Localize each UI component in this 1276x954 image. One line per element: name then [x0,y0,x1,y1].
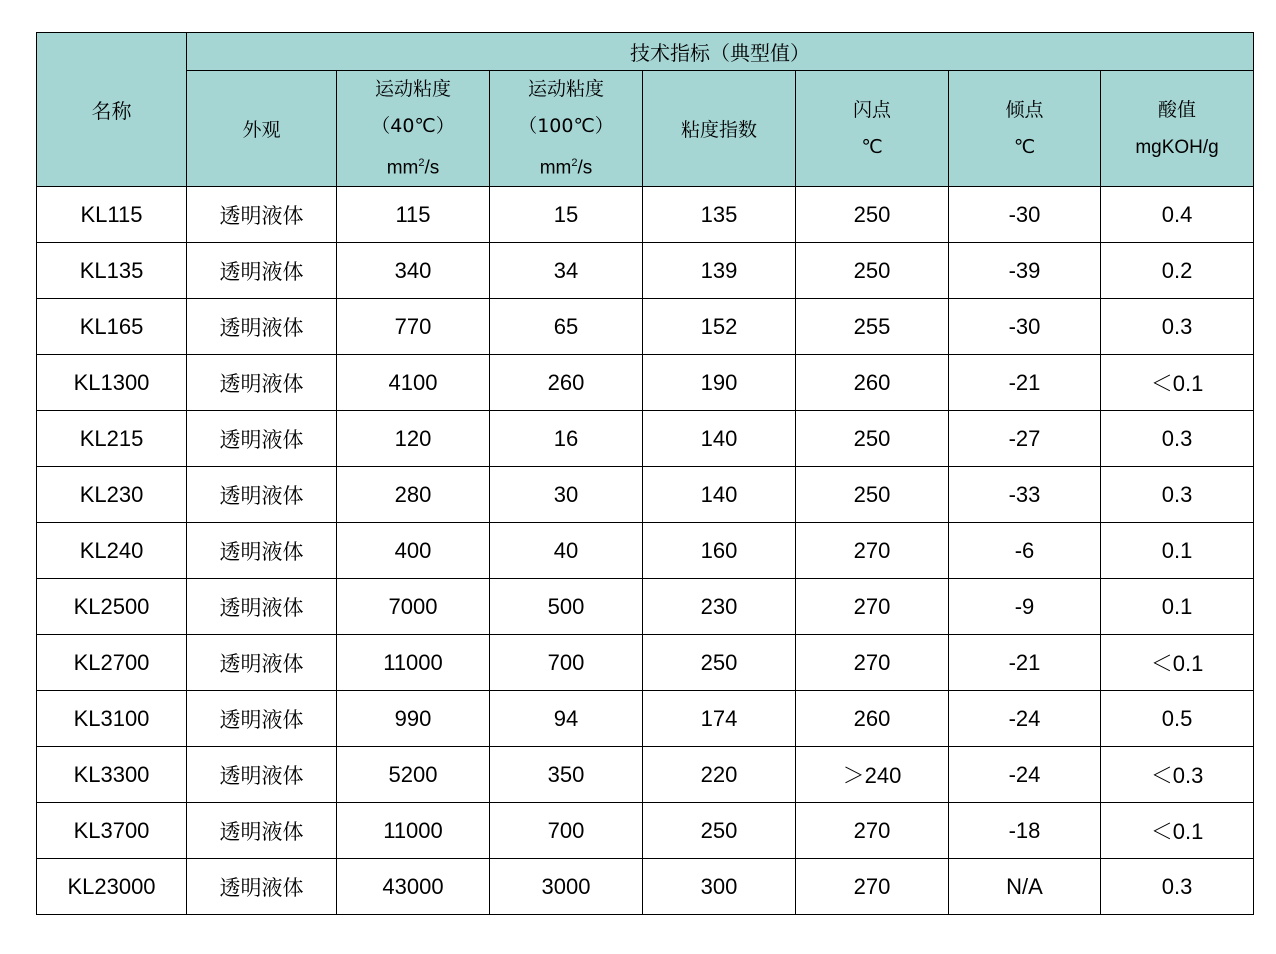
header-visc-100 [490,71,643,187]
table-body [37,187,1254,915]
cell-visc-40: 120 [337,411,490,467]
cell-flash-point: 270 [796,579,949,635]
cell-visc-40: 990 [337,691,490,747]
cell-viscosity-index: 140 [643,467,796,523]
cell-visc-40: 4100 [337,355,490,411]
cell-visc-40: 43000 [337,859,490,915]
cell-flash-point: 250 [796,411,949,467]
cell-flash-point: 250 [796,243,949,299]
cell-viscosity-index: 230 [643,579,796,635]
cell-name: KL2500 [37,579,187,635]
header-acid-value-unit: mgKOH/g [1135,136,1219,158]
cell-visc-100: 34 [490,243,643,299]
cell-acid-value: 0.1 [1101,579,1254,635]
cell-pour-point: -30 [949,187,1101,243]
cell-name: KL23000 [37,859,187,915]
cell-name: KL165 [37,299,187,355]
cell-acid-value: 0.2 [1101,243,1254,299]
cell-visc-40: 770 [337,299,490,355]
cell-pour-point: -6 [949,523,1101,579]
cell-pour-point: -24 [949,691,1101,747]
header-visc-40-unit: $mm^2/s$ [386,157,440,179]
cell-name: KL115 [37,187,187,243]
cell-name: KL240 [37,523,187,579]
cell-name: KL3100 [37,691,187,747]
cell-appearance: 透明液体 [187,803,337,859]
header-pour-point [949,71,1101,187]
cell-viscosity-index: 190 [643,355,796,411]
cell-visc-100: 65 [490,299,643,355]
cell-visc-100: 700 [490,635,643,691]
table-row [37,747,1254,803]
cell-acid-value: 0.4 [1101,187,1254,243]
header-viscosity-index: 粘度指数 [643,71,796,187]
table-header [37,33,1254,187]
cell-pour-point: -21 [949,635,1101,691]
cell-visc-100: 350 [490,747,643,803]
header-visc-100-label: 运动粘度 [527,78,604,100]
header-visc-100-temp: （100℃） [518,115,614,137]
cell-appearance: 透明液体 [187,635,337,691]
table-row [37,579,1254,635]
cell-acid-value: 0.3 [1101,859,1254,915]
cell-viscosity-index: 140 [643,411,796,467]
header-flash-point-label: 闪点 [852,98,891,121]
cell-viscosity-index: 152 [643,299,796,355]
cell-appearance: 透明液体 [187,859,337,915]
cell-appearance: 透明液体 [187,411,337,467]
cell-acid-value: ＜0.1 [1101,803,1254,859]
cell-acid-value: 0.5 [1101,691,1254,747]
cell-pour-point: N/A [949,859,1101,915]
cell-visc-40: 115 [337,187,490,243]
cell-flash-point: 255 [796,299,949,355]
header-visc-40-label: 运动粘度 [374,78,451,100]
cell-viscosity-index: 160 [643,523,796,579]
cell-visc-100: 700 [490,803,643,859]
cell-viscosity-index: 250 [643,803,796,859]
table-row [37,691,1254,747]
cell-pour-point: -18 [949,803,1101,859]
cell-flash-point: 270 [796,803,949,859]
cell-acid-value: ＜0.3 [1101,747,1254,803]
cell-viscosity-index: 220 [643,747,796,803]
cell-flash-point: 250 [796,467,949,523]
cell-visc-100: 30 [490,467,643,523]
cell-visc-40: 280 [337,467,490,523]
cell-viscosity-index: 174 [643,691,796,747]
cell-viscosity-index: 139 [643,243,796,299]
cell-name: KL215 [37,411,187,467]
header-visc-100-unit: $mm^2/s$ [539,157,593,179]
spec-table [36,32,1254,915]
cell-visc-40: 340 [337,243,490,299]
cell-visc-100: 15 [490,187,643,243]
cell-pour-point: -30 [949,299,1101,355]
table-row [37,411,1254,467]
table-row [37,523,1254,579]
cell-appearance: 透明液体 [187,523,337,579]
cell-visc-40: 11000 [337,635,490,691]
cell-pour-point: -39 [949,243,1101,299]
cell-acid-value: ＜0.1 [1101,635,1254,691]
cell-flash-point: 250 [796,187,949,243]
cell-flash-point: 270 [796,859,949,915]
cell-pour-point: -9 [949,579,1101,635]
cell-name: KL135 [37,243,187,299]
cell-acid-value: 0.3 [1101,411,1254,467]
table-row [37,299,1254,355]
table-row [37,635,1254,691]
cell-acid-value: 0.3 [1101,299,1254,355]
cell-pour-point: -33 [949,467,1101,523]
header-appearance: 外观 [187,71,337,187]
cell-name: KL3700 [37,803,187,859]
cell-name: KL3300 [37,747,187,803]
cell-appearance: 透明液体 [187,467,337,523]
cell-flash-point: 260 [796,355,949,411]
table-row [37,243,1254,299]
cell-acid-value: 0.3 [1101,467,1254,523]
table-row [37,467,1254,523]
cell-viscosity-index: 135 [643,187,796,243]
cell-pour-point: -27 [949,411,1101,467]
cell-visc-100: 16 [490,411,643,467]
cell-name: KL1300 [37,355,187,411]
cell-visc-40: 7000 [337,579,490,635]
cell-visc-100: 40 [490,523,643,579]
header-name: 名称 [37,33,187,187]
cell-appearance: 透明液体 [187,187,337,243]
cell-pour-point: -24 [949,747,1101,803]
cell-name: KL230 [37,467,187,523]
cell-appearance: 透明液体 [187,355,337,411]
cell-visc-40: 11000 [337,803,490,859]
cell-pour-point: -21 [949,355,1101,411]
table-row [37,355,1254,411]
cell-visc-40: 400 [337,523,490,579]
cell-visc-100: 94 [490,691,643,747]
cell-appearance: 透明液体 [187,579,337,635]
cell-appearance: 透明液体 [187,243,337,299]
header-visc-40-temp: （40℃） [371,115,455,137]
cell-flash-point: 270 [796,523,949,579]
header-acid-value [1101,71,1254,187]
header-visc-40 [337,71,490,187]
header-flash-point [796,71,949,187]
cell-visc-40: 5200 [337,747,490,803]
cell-viscosity-index: 250 [643,635,796,691]
cell-visc-100: 3000 [490,859,643,915]
header-pour-point-label: 倾点 [1005,98,1044,121]
table-row [37,859,1254,915]
header-acid-value-label: 酸值 [1158,98,1197,121]
cell-flash-point: ＞240 [796,747,949,803]
cell-appearance: 透明液体 [187,691,337,747]
cell-acid-value: ＜0.1 [1101,355,1254,411]
cell-flash-point: 270 [796,635,949,691]
cell-visc-100: 500 [490,579,643,635]
table-row [37,803,1254,859]
cell-appearance: 透明液体 [187,747,337,803]
header-tech-specs: 技术指标（典型值） [187,33,1254,71]
cell-acid-value: 0.1 [1101,523,1254,579]
table-row [37,187,1254,243]
header-flash-point-unit: ℃ [861,135,883,158]
header-pour-point-unit: ℃ [1013,135,1036,158]
cell-name: KL2700 [37,635,187,691]
cell-viscosity-index: 300 [643,859,796,915]
cell-flash-point: 260 [796,691,949,747]
cell-visc-100: 260 [490,355,643,411]
cell-appearance: 透明液体 [187,299,337,355]
